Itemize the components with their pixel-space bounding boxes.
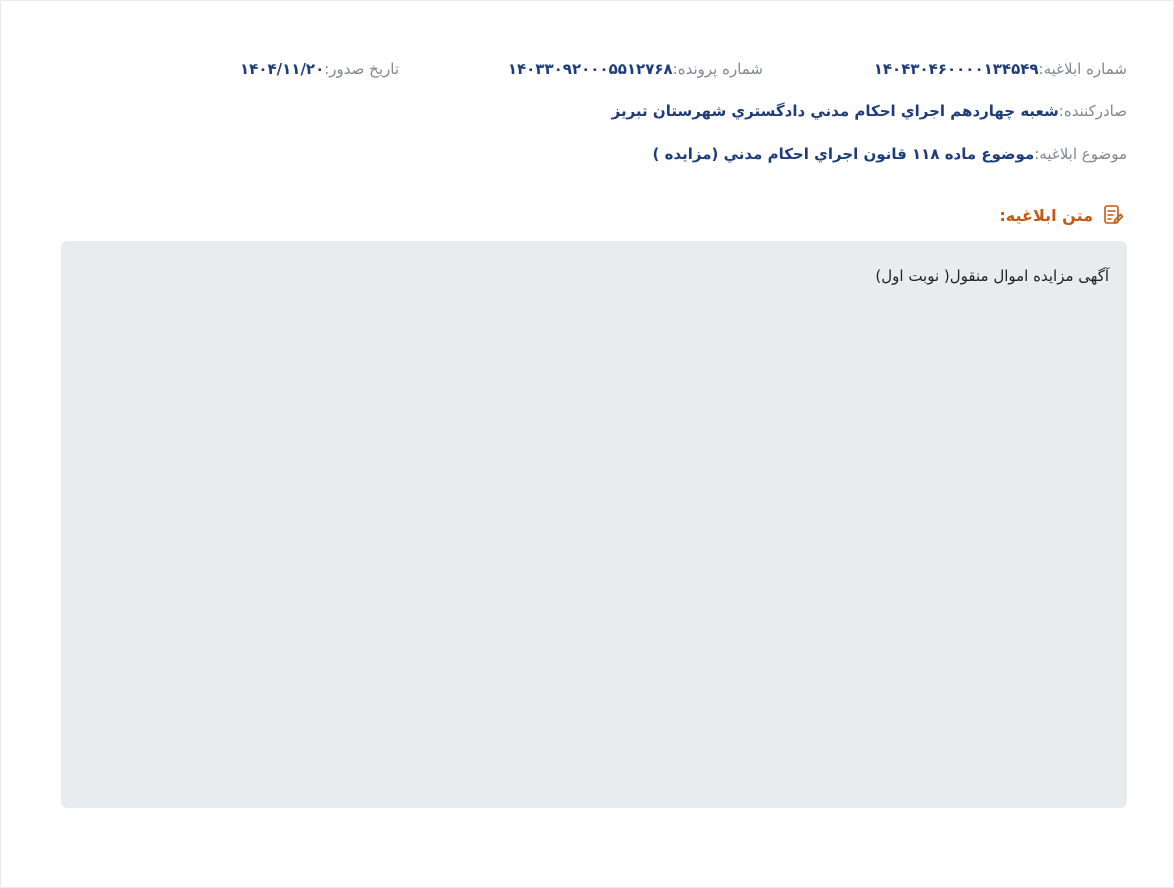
issue-date-label: تاریخ صدور:: [324, 60, 399, 78]
subject-label: موضوع ابلاغیه:: [1034, 145, 1127, 163]
case-number-label: شماره پرونده:: [672, 60, 763, 78]
issuer-value: شعبه چهاردهم اجراي احکام مدني دادگستري شهرستان تبريز: [611, 102, 1059, 120]
document-edit-icon: [1101, 203, 1125, 227]
case-number-value: ۱۴۰۳۳۰۹۲۰۰۰۵۵۱۲۷۶۸: [507, 60, 673, 78]
notice-number: [874, 60, 1127, 78]
notice-body-panel: [61, 241, 1127, 808]
issue-date: [240, 60, 399, 78]
notice-text-heading: [999, 202, 1125, 228]
notice-number-value: ۱۴۰۴۳۰۴۶۰۰۰۰۱۳۴۵۴۹: [873, 60, 1039, 78]
issuer-row: [47, 99, 1127, 123]
notice-text-title: متن ابلاغیه:: [999, 205, 1093, 225]
issuer-label: صادرکننده:: [1058, 102, 1127, 120]
case-number: [508, 60, 763, 78]
issue-date-value: ۱۴۰۴/۱۱/۲۰: [240, 60, 325, 78]
notice-body-title: آگهی مزایده اموال منقول( نوبت اول): [875, 267, 1109, 285]
subject-value: موضوع ماده ۱۱۸ قانون اجراي احکام مدني (مزايده ): [652, 145, 1035, 163]
notice-number-label: شماره ابلاغیه:: [1038, 60, 1127, 78]
header-row: [47, 57, 1127, 81]
subject-row: [47, 142, 1127, 166]
